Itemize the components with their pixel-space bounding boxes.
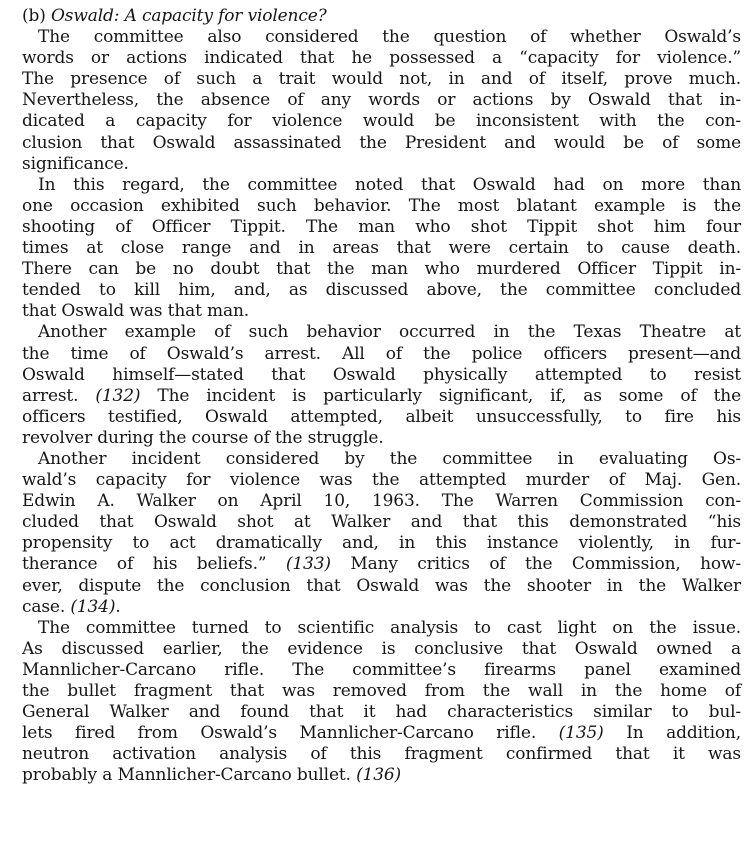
citation-number: (135) bbox=[558, 723, 604, 744]
text-line: clusion that Oswald assassinated the President and would be of some bbox=[22, 132, 741, 153]
text-line: As discussed earlier, the evidence is conclusive that Oswald owned a bbox=[22, 638, 741, 659]
text-line: that Oswald was that man. bbox=[22, 301, 250, 322]
paragraph bbox=[22, 618, 741, 787]
body-text bbox=[22, 27, 741, 786]
citation-number: (134) bbox=[70, 596, 116, 617]
section-heading bbox=[22, 6, 741, 27]
text-line: Mannlicher-Carcano rifle. The committee’s firearms panel examined bbox=[22, 659, 741, 680]
text-line: Another incident considered by the committee in evaluating Os- bbox=[38, 448, 741, 469]
text-line: neutron activation analysis of this fragment confirmed that it was bbox=[22, 744, 741, 765]
text-line: General Walker and found that it had characteristics similar to bul- bbox=[22, 702, 741, 723]
text-line: revolver during the course of the struggle. bbox=[22, 427, 384, 448]
text-line: cluded that Oswald shot at Walker and that this demonstrated “his bbox=[22, 512, 741, 533]
text-line: case. (134). bbox=[22, 596, 121, 617]
text-line: Another example of such behavior occurred in the Texas Theatre at bbox=[38, 322, 741, 343]
text-line: Edwin A. Walker on April 10, 1963. The Warren Commission con- bbox=[22, 491, 741, 512]
section-label: (b) bbox=[22, 6, 46, 26]
text-line: Nevertheless, the absence of any words or actions by Oswald that in- bbox=[22, 90, 741, 111]
paragraph bbox=[22, 27, 741, 175]
text-line: dicated a capacity for violence would be inconsistent with the con- bbox=[22, 111, 741, 132]
paragraph bbox=[22, 322, 741, 449]
citation-number: (136) bbox=[356, 765, 402, 786]
text-line: The committee turned to scientific analysis to cast light on the issue. bbox=[38, 617, 741, 638]
text-line: wald’s capacity for violence was the attempted murder of Maj. Gen. bbox=[22, 470, 741, 491]
text-line: ever, dispute the conclusion that Oswald was the shooter in the Walker bbox=[22, 575, 741, 596]
text-line: officers testified, Oswald attempted, albeit unsuccessfully, to fire his bbox=[22, 406, 741, 427]
text-line: propensity to act dramatically and, in this instance violently, in fur- bbox=[22, 533, 741, 554]
text-line: There can be no doubt that the man who murdered Officer Tippit in- bbox=[22, 259, 741, 280]
paragraph bbox=[22, 449, 741, 618]
text-line: Oswald himself—stated that Oswald physically attempted to resist bbox=[22, 364, 741, 385]
text-line: significance. bbox=[22, 153, 129, 174]
text-line: the time of Oswald’s arrest. All of the police officers present—and bbox=[22, 343, 741, 364]
paragraph bbox=[22, 175, 741, 323]
text-line: lets fired from Oswald’s Mannlicher-Carcano rifle. (135) In addition, bbox=[22, 723, 741, 744]
citation-number: (132) bbox=[95, 385, 141, 406]
text-line: probably a Mannlicher-Carcano bullet. (136) bbox=[22, 765, 402, 786]
text-line: times at close range and in areas that were certain to cause death. bbox=[22, 238, 741, 259]
citation-number: (133) bbox=[285, 554, 331, 575]
text-line: The presence of such a trait would not, in and of itself, prove much. bbox=[22, 69, 741, 90]
text-line: tended to kill him, and, as discussed above, the committee concluded bbox=[22, 280, 741, 301]
text-line: therance of his beliefs.” (133) Many critics of the Commission, how- bbox=[22, 554, 741, 575]
section-title: Oswald: A capacity for violence? bbox=[50, 6, 327, 26]
text-line: In this regard, the committee noted that Oswald had on more than bbox=[38, 174, 741, 195]
text-line: The committee also considered the question of whether Oswald’s bbox=[38, 27, 741, 48]
text-line: one occasion exhibited such behavior. The most blatant example is the bbox=[22, 195, 741, 216]
text-line: shooting of Officer Tippit. The man who shot Tippit shot him four bbox=[22, 216, 741, 237]
text-line: arrest. (132) The incident is particularly significant, if, as some of the bbox=[22, 385, 741, 406]
text-line: the bullet fragment that was removed from the wall in the home of bbox=[22, 681, 741, 701]
text-line: words or actions indicated that he possessed a “capacity for violence.” bbox=[22, 48, 741, 69]
